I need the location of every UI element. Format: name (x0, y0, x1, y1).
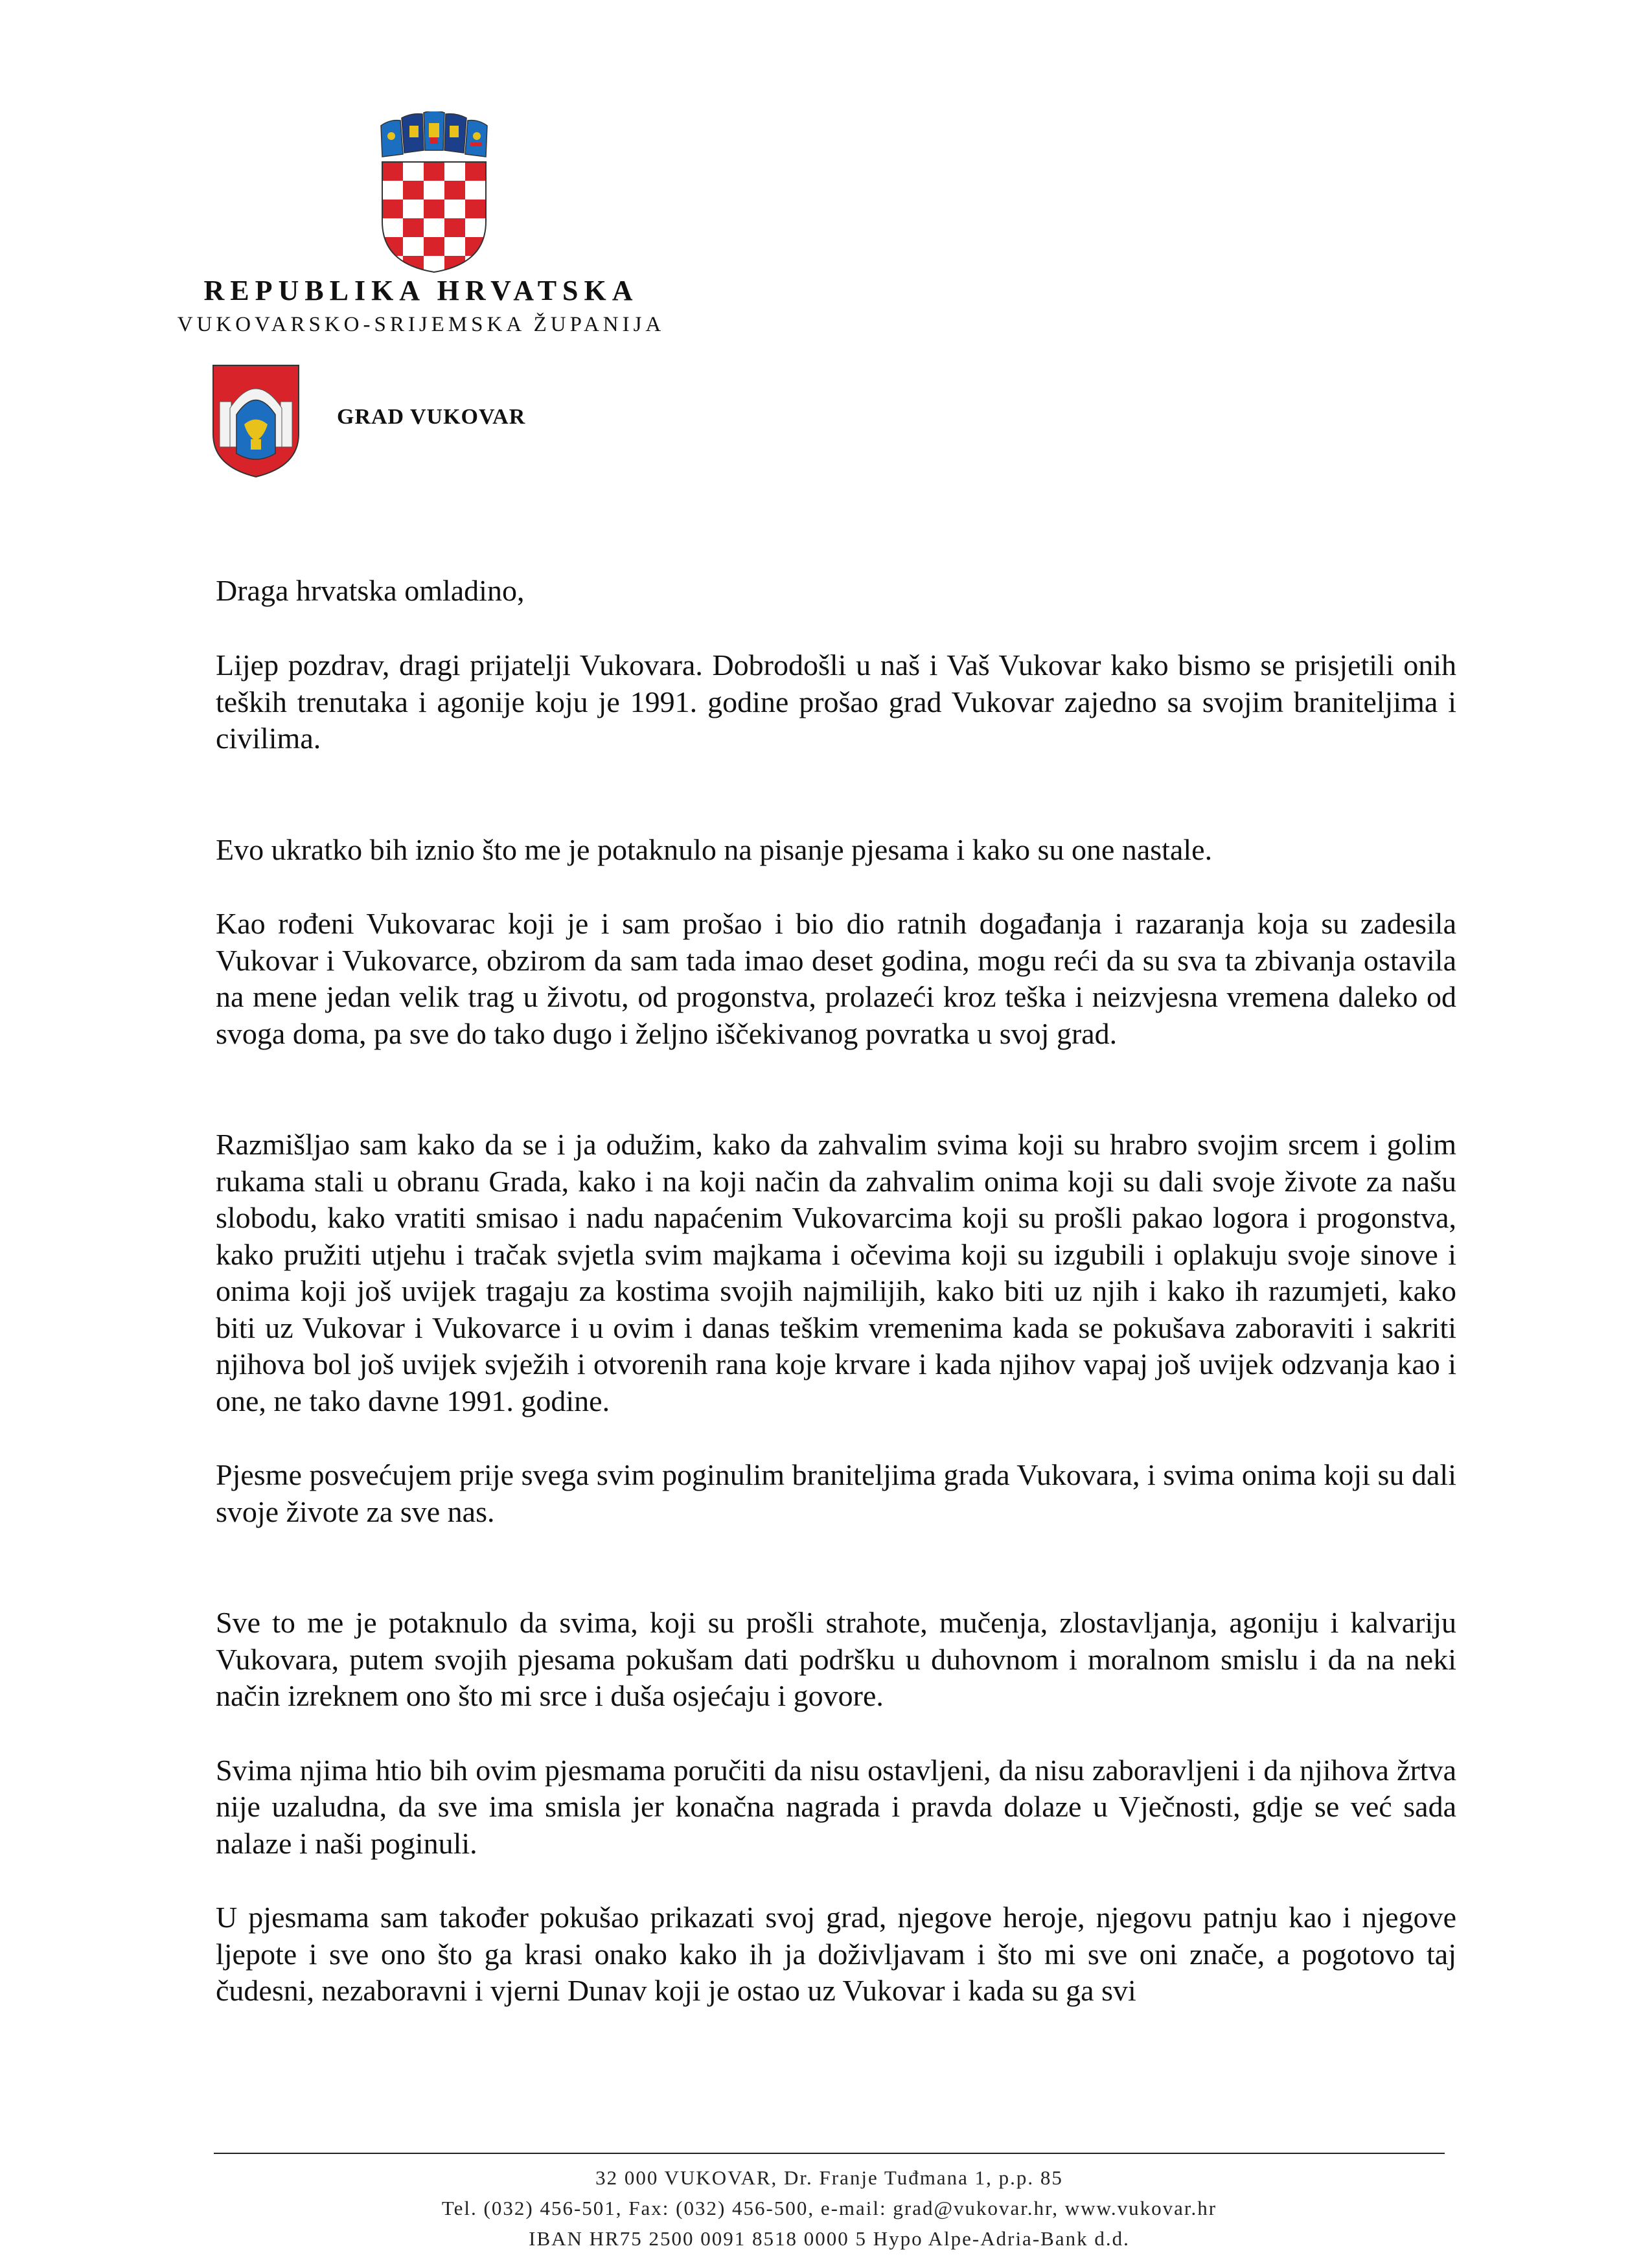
paragraph: Evo ukratko bih iznio što me je potaknulo na pisanje pjesama i kako su one nastale. (216, 832, 1213, 866)
checker-square (403, 237, 424, 256)
checker-square (444, 162, 465, 181)
checker-square (382, 181, 403, 200)
paragraph: Lijep pozdrav, dragi prijatelji Vukovara. Dobrodošli u naš i Vaš Vukovar kako bismo se prisjetili onih teških trenutaka i agonije koju je 1991. godine prošao grad Vukovar zajedno sa svojim braniteljima i civilima. (216, 648, 1456, 755)
checker-square (444, 237, 465, 256)
checker-square (403, 218, 424, 237)
footer-bank: IBAN HR75 2500 0091 8518 0000 5 Hypo Alpe-Adria-Bank d.d. (529, 2227, 1130, 2250)
vukovar-coat-of-arms-icon (211, 363, 301, 479)
checker-square (382, 200, 403, 218)
checker-square (403, 200, 424, 218)
checker-square (444, 200, 465, 218)
letterhead (155, 272, 687, 339)
checker-square (465, 181, 486, 200)
checker-square (424, 200, 444, 218)
footer-divider (214, 2153, 1445, 2154)
paragraph: Razmišljao sam kako da se i ja odužim, kako da zahvalim svima koji su hrabro svojim srcem i golim rukama stali u obranu Grada, kako i na koji način da zahvalim onima koji su dali svoje živote za našu slobodu, kako vratiti smisao i nadu napaćenim Vukovarcima koji su prošli pakao logora i progonstva, kako pružiti utjehu i tračak svjetla svim majkama i očevima koji su izgubili i oplakuju svoje sinove i onima koji još uvijek tragaju za kostima svojih najmilijih, kako biti uz njih i kako ih razumjeti, kako biti uz Vukovar i Vukovarce i u ovim i danas teškim vremenima kada se pokušava zaboraviti i sakriti njihova bol još uvijek svježih i otvorenih rana koje krvare i kada njihov vapaj još uvijek odzvanja kao i one, ne tako davne 1991. godine. (216, 1128, 1456, 1417)
paragraph: U pjesmama sam također pokušao prikazati svoj grad, njegove heroje, njegovu patnju kao i njegove ljepote i sve ono što ga krasi onako kako ih ja doživljavam i što mi sve oni znače, a pogotovo taj čudesni, nezaboravni i vjerni Dunav koji je ostao uz Vukovar i kada su ga svi (216, 1901, 1456, 2007)
footer (194, 2162, 1464, 2254)
county-name: VUKOVARSKO-SRIJEMSKA ŽUPANIJA (177, 313, 665, 336)
checker-square (444, 256, 465, 273)
footer-address: 32 000 VUKOVAR, Dr. Franje Tuđmana 1, p.p. 85 (595, 2166, 1063, 2189)
paragraph: Pjesme posvećujem prije svega svim poginulim braniteljima grada Vukovara, i svima onima koji su dali svoje živote za sve nas. (216, 1458, 1456, 1528)
checker-square (403, 181, 424, 200)
checker-square (465, 200, 486, 218)
letter-body (216, 572, 1456, 2010)
checker-square (424, 218, 444, 237)
croatian-coat-of-arms-icon (376, 111, 492, 273)
checker-square (382, 218, 403, 237)
paragraph: Kao rođeni Vukovarac koji je i sam prošao i bio dio ratnih događanja i razaranja koja su zadesila Vukovar i Vukovarce, obzirom da sam tada imao deset godina, mogu reći da su sva ta zbivanja ostavila na mene jedan velik trag u životu, od progonstva, prolazeći kroz teška i neizvjesna vremena daleko od svoga doma, pa sve do tako dugo i željno iščekivanog povratka u svoj grad. (216, 907, 1456, 1050)
checker-square (424, 237, 444, 256)
checker-square (382, 162, 403, 181)
city-name: GRAD VUKOVAR (337, 405, 526, 429)
checker-square (465, 218, 486, 237)
checker-square (403, 256, 424, 273)
footer-contact: Tel. (032) 456-501, Fax: (032) 456-500, e-mail: grad@vukovar.hr, www.vukovar.hr (441, 2197, 1217, 2219)
checker-square (444, 218, 465, 237)
salutation: Draga hrvatska omladino, (216, 574, 525, 607)
country-name: REPUBLIKA HRVATSKA (203, 275, 639, 306)
paragraph: Sve to me je potaknulo da svima, koji su prošli strahote, mučenja, zlostavljanja, agoniju i kalvariju Vukovara, putem svojih pjesama pokušam dati podršku u duhovnom i moralnom smislu i da na neki način izreknem ono što mi srce i duša osjećaju i govore. (216, 1606, 1456, 1712)
checker-square (424, 162, 444, 181)
paragraph: Svima njima htio bih ovim pjesmama poručiti da nisu ostavljeni, da nisu zaboravljeni i da njihova žrtva nije uzaludna, da sve ima smisla jer konačna nagrada i pravda dolaze u Vječnosti, gdje se već sada nalaze i naši poginuli. (216, 1753, 1456, 1860)
checker-square (424, 181, 444, 200)
checker-square (403, 162, 424, 181)
checker-square (465, 162, 486, 181)
checker-square (444, 181, 465, 200)
